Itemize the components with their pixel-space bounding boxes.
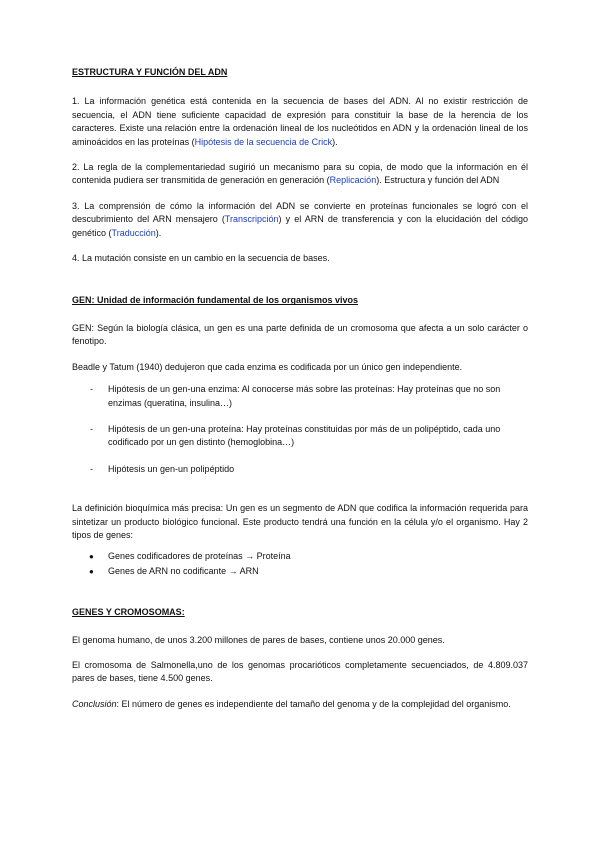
- hypothesis-item: [72, 463, 528, 476]
- gene-type-text: Genes de ARN no codificante → ARN: [108, 565, 259, 576]
- hypothesis-item: [72, 423, 528, 450]
- gene-type-item: [72, 550, 528, 563]
- hypothesis-text: Hipótesis de un gen-una enzima: Al conocerse más sobre las proteínas: Hay proteínas que no son enzimas (queratina, insulina…): [108, 384, 501, 408]
- bullet-icon: ●: [89, 552, 94, 562]
- human-genome: El genoma humano, de unos 3.200 millones de pares de bases, contiene unos 20.000 genes.: [72, 634, 445, 645]
- heading-estructura: ESTRUCTURA Y FUNCIÓN DEL ADN: [72, 67, 228, 77]
- paragraph-2-text: 2. La regla de la complementariedad sugirió un mecanismo para su copia, de modo que la información en él contenida pudiera ser transmitida de generación en generación (: [72, 162, 528, 186]
- link-transcripcion[interactable]: Transcripción: [224, 214, 279, 225]
- paragraph-2: [72, 161, 528, 188]
- hypothesis-text: Hipótesis un gen-un polipéptido: [108, 463, 235, 474]
- paragraph-1-end: ).: [332, 136, 338, 147]
- hypothesis-text: Hipótesis de un gen-una proteína: Hay proteínas constituidas por más de un polipéptido, cada uno codificado por un gen distinto (hemoglobina…): [108, 423, 501, 448]
- paragraph-1-text: 1. La información genética está contenida en la secuencia de bases del ADN. Al no existir restricción de secuencia, el ADN tiene suficiente capacidad de expresión para constituir la base de la herencia de los caracteres. Existe una relación entre la ordenación lineal de los nucleótidos en ADN y la ordenación lineal de los aminoácidos en las proteínas (: [72, 96, 528, 147]
- link-replicacion[interactable]: Replicación: [329, 175, 377, 186]
- conclusion-label: Conclusión: [72, 698, 117, 709]
- gene-types-list: [72, 550, 528, 578]
- paragraph-4: 4. La mutación consiste en un cambio en la secuencia de bases.: [72, 253, 330, 264]
- salmonella-genome: El cromosoma de Salmonella,uno de los genomas procarióticos completamente secuenciados, de 4.809.037 pares de bases, tiene 4.500 genes.: [72, 659, 528, 684]
- link-traduccion[interactable]: Traducción: [111, 227, 156, 238]
- beadle-tatum: Beadle y Tatum (1940) dedujeron que cada enzima es codificada por un único gen independiente.: [72, 361, 463, 372]
- paragraph-1: [72, 95, 528, 149]
- document-content: [72, 66, 528, 711]
- link-hipotesis-crick[interactable]: Hipótesis de la secuencia de Crick: [194, 136, 333, 147]
- paragraph-2-end: ). Estructura y función del ADN: [376, 175, 500, 186]
- conclusion-text: : El número de genes es independiente del tamaño del genoma y de la complejidad del organismo.: [116, 698, 511, 709]
- heading-gen: GEN: Unidad de información fundamental de los organismos vivos: [72, 295, 359, 306]
- dash-marker: -: [90, 423, 93, 434]
- dash-marker: -: [90, 384, 93, 395]
- dash-marker: -: [90, 463, 93, 474]
- conclusion: [72, 698, 528, 711]
- paragraph-3-end: ).: [155, 227, 162, 238]
- paragraph-3-text: 3. La comprensión de cómo la información del ADN se convierte en proteínas funcionales se logró con el descubrimiento del ARN mensajero (: [72, 200, 528, 225]
- paragraph-3-mid: ) y el ARN de transferencia y con la elucidación del código genético (: [72, 214, 528, 238]
- hypothesis-item: [72, 383, 528, 410]
- biochemical-definition: La definición bioquímica más precisa: Un gen es un segmento de ADN que codifica la información requerida para sintetizar un producto biológico funcional. Este producto tendrá una función en la célula y/o el organismo. Hay 2 tipos de genes:: [72, 503, 528, 540]
- gene-type-text: Genes codificadores de proteínas → Proteína: [108, 551, 291, 562]
- bullet-icon: ●: [89, 566, 94, 576]
- heading-genes-cromosomas: GENES Y CROMOSOMAS:: [72, 607, 185, 618]
- paragraph-3: [72, 200, 528, 240]
- gen-definition-classic: GEN: Según la biología clásica, un gen es una parte definida de un cromosoma que afecta a un solo carácter o fenotipo.: [72, 322, 528, 347]
- hypothesis-list: [72, 383, 528, 476]
- gene-type-item: [72, 565, 528, 578]
